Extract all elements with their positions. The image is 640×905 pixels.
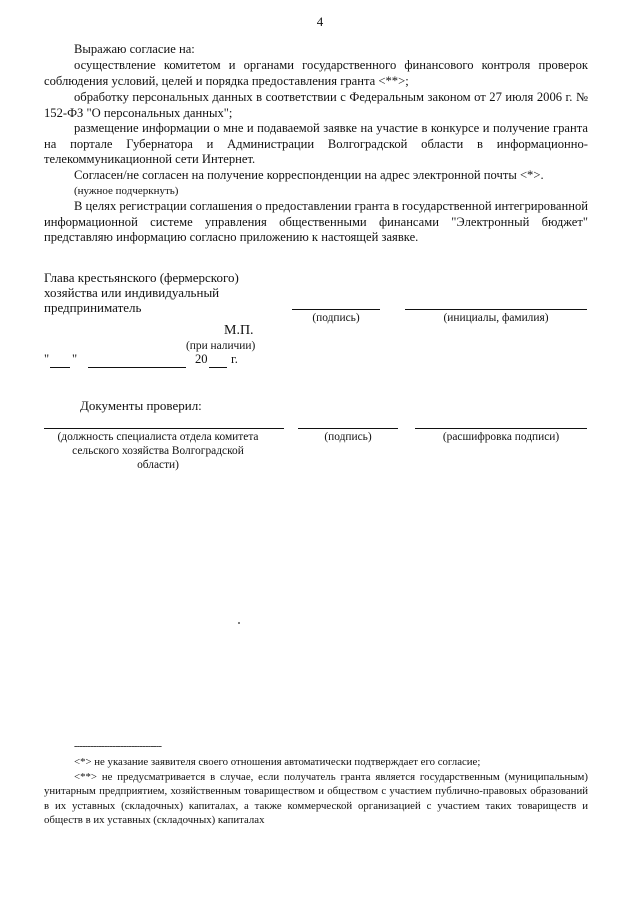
consent-registration: В целях регистрации соглашения о предоставлении гранта в государственной интегрированной информационной системе управления общественными финансами "Электронный бюджет" представляю информацию согласно приложению к настоящей заявке. xyxy=(44,199,588,245)
stamp-label: М.П. xyxy=(224,323,254,338)
checked-label: Документы проверил: xyxy=(80,398,202,413)
consent-email: Согласен/не согласен на получение корреспонденции на адрес электронной почты <*>. xyxy=(74,168,544,182)
name-line xyxy=(405,309,587,310)
date-year-prefix: 20 xyxy=(195,352,208,366)
signature-line xyxy=(292,309,380,310)
position-caption: (должность специалиста отдела комитета сельского хозяйства Волгоградской области) xyxy=(57,431,259,471)
date-quote-close: " xyxy=(72,352,78,366)
consent-email-note: (нужное подчеркнуть) xyxy=(74,185,179,197)
date-day-line xyxy=(50,367,70,368)
name-caption: (инициалы, фамилия) xyxy=(443,312,549,324)
signature-caption: (подпись) xyxy=(312,312,360,324)
position-line xyxy=(44,428,284,429)
signer-role-line: хозяйства или индивидуальный xyxy=(44,285,220,300)
date-month-line xyxy=(88,367,186,368)
check-signature-caption: (подпись) xyxy=(324,431,372,443)
stamp-note: (при наличии) xyxy=(186,340,256,352)
decode-caption: (расшифровка подписи) xyxy=(442,431,560,443)
consent-item-control: осуществление комитетом и органами государственного финансового контроля проверок соблюдения условий, целей и порядка предоставления гранта <**>; xyxy=(44,58,588,88)
signer-role xyxy=(44,270,239,315)
consent-item-personal-data: обработку персональных данных в соответствии с Федеральным законом от 27 июля 2006 г. № 152-ФЗ "О персональных данных"; xyxy=(44,90,588,120)
consent-heading: Выражаю согласие на: xyxy=(74,42,195,56)
footnote-1: <*> не указание заявителя своего отношения автоматически подтверждает его согласие; xyxy=(74,756,481,768)
date-year-line xyxy=(209,367,227,368)
footnote-separator: -------------------------------- xyxy=(74,741,162,752)
check-signature-line xyxy=(298,428,398,429)
footnote-2: <**> не предусматривается в случае, если получатель гранта является государственным (муниципальным) унитарным предприятием, хозяйственным товариществом и обществом с участием публично-правовых образований в их уставных (складочных) капиталах, а также коммерческой организацией с участием таких товариществ и обществ в их уставных (складочных) капиталах xyxy=(44,771,588,827)
scan-speck xyxy=(238,622,240,624)
date-quote-open: " xyxy=(44,352,50,366)
date-year-suffix: г. xyxy=(231,352,238,366)
signer-role-line: предприниматель xyxy=(44,300,142,315)
page-number: 4 xyxy=(316,14,324,29)
decode-line xyxy=(415,428,587,429)
consent-item-publication: размещение информации о мне и подаваемой заявке на участие в конкурсе и получение гранта на портале Губернатора и Администрации Волгоградской области в информационно-телекоммуникационной сети Интернет. xyxy=(44,121,588,167)
signer-role-line: Глава крестьянского (фермерского) xyxy=(44,270,239,285)
